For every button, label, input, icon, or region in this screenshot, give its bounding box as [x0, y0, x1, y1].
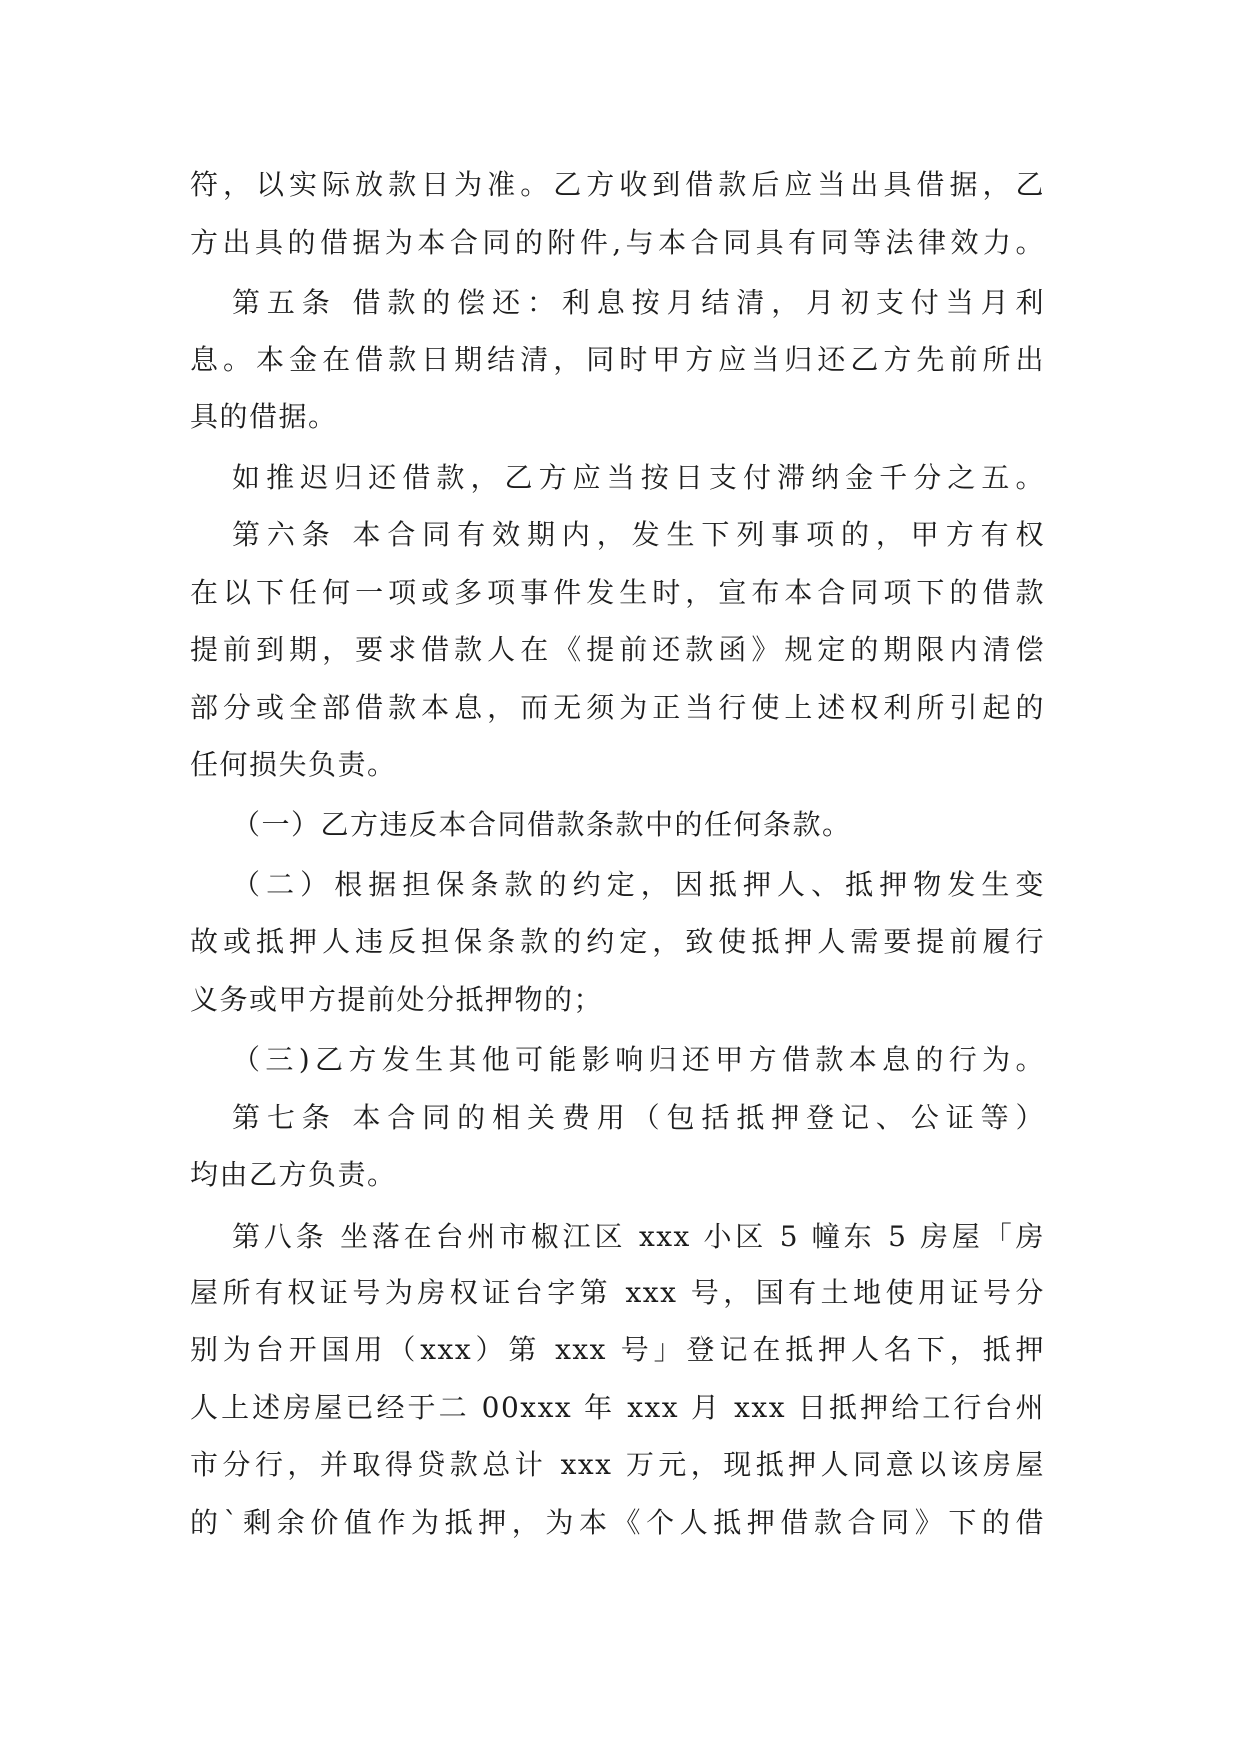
text-line: 如推迟归还借款，乙方应当按日支付滞纳金千分之五。 [232, 461, 1045, 494]
text-line: 义务或甲方提前处分抵押物的； [190, 983, 604, 1016]
text-line: 第五条 借款的偿还：利息按月结清，月初支付当月利 [232, 286, 1045, 319]
text-line: 方出具的借据为本合同的附件,与本合同具有同等法律效力。 [190, 226, 1045, 259]
text-line: 故或抵押人违反担保条款的约定，致使抵押人需要提前履行 [190, 925, 1045, 958]
text-line: 部分或全部借款本息，而无须为正当行使上述权利所引起的 [190, 691, 1045, 724]
text-line: 任何损失负责。 [190, 748, 397, 781]
text-line: 第七条 本合同的相关费用（包括抵押登记、公证等） [232, 1101, 1045, 1134]
text-line: 第六条 本合同有效期内，发生下列事项的，甲方有权 [232, 518, 1045, 551]
text-line: 息。本金在借款日期结清，同时甲方应当归还乙方先前所出 [190, 343, 1045, 376]
text-line: （二）根据担保条款的约定，因抵押人、抵押物发生变 [232, 868, 1045, 901]
text-line: 具的借据。 [190, 400, 338, 433]
text-line: 均由乙方负责。 [190, 1158, 397, 1191]
text-line: 别为台开国用（xxx）第 xxx 号」登记在抵押人名下，抵押 [190, 1333, 1045, 1366]
text-line: 在以下任何一项或多项事件发生时，宣布本合同项下的借款 [190, 576, 1045, 609]
text-line: 符，以实际放款日为准。乙方收到借款后应当出具借据，乙 [190, 168, 1045, 201]
text-line: 第八条 坐落在台州市椒江区 xxx 小区 5 幢东 5 房屋「房 [232, 1220, 1045, 1253]
text-line: （三)乙方发生其他可能影响归还甲方借款本息的行为。 [232, 1043, 1045, 1076]
text-line: （一）乙方违反本合同借款条款中的任何条款。 [232, 808, 852, 841]
text-line: 的`剩余价值作为抵押，为本《个人抵押借款合同》下的借 [190, 1506, 1045, 1539]
text-line: 人上述房屋已经于二 00xxx 年 xxx 月 xxx 日抵押给工行台州 [190, 1391, 1045, 1424]
text-line: 提前到期，要求借款人在《提前还款函》规定的期限内清偿 [190, 633, 1045, 666]
text-line: 市分行，并取得贷款总计 xxx 万元，现抵押人同意以该房屋 [190, 1448, 1045, 1481]
text-line: 屋所有权证号为房权证台字第 xxx 号，国有土地使用证号分 [190, 1276, 1045, 1309]
